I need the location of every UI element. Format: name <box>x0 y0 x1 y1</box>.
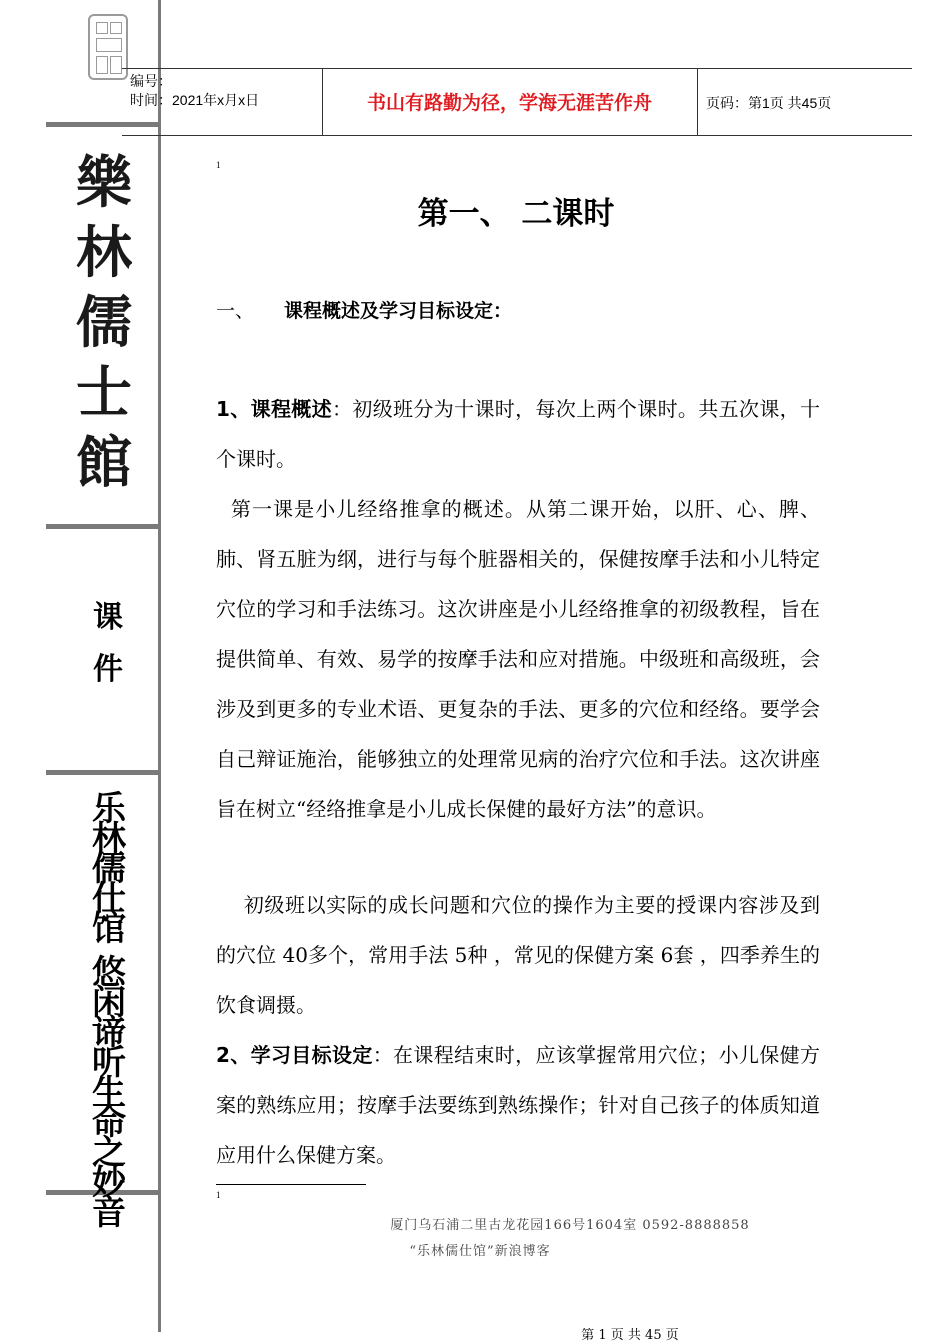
footnote-mark: 1 <box>216 1190 221 1200</box>
sidebar-rule <box>46 122 160 127</box>
brand-calligraphy: 樂 林 儒 士 館 <box>76 150 132 496</box>
header-time: 时间：2021年x月x日 <box>130 92 260 108</box>
header-page: 页码：第1页 共45页 <box>706 95 832 111</box>
slogan-char: 命 <box>92 1103 126 1143</box>
slogan-char: 仕 <box>92 879 126 919</box>
footnote-rule <box>216 1184 366 1185</box>
footnote-ref: 1 <box>216 160 221 170</box>
content-text: 初级班以实际的成长问题和穴位的操作为主要的授课内容涉及到的穴位 40多个，常用手法 5种 ，常见的保健方案 6套 ，四季养生的饮食调摄。 <box>216 893 820 1017</box>
paragraph-lesson-intro <box>216 484 820 834</box>
paragraph-overview <box>216 384 820 484</box>
slogan-char: 谛 <box>92 1013 126 1053</box>
section-title: 课程概述及学习目标设定： <box>284 300 513 322</box>
overview-text: ：初级班分为十课时，每次上两个课时。共五次课，十个课时。 <box>216 397 821 471</box>
sidebar-rule <box>46 524 160 529</box>
slogan-char: 闲 <box>92 983 126 1023</box>
header-number: 编号： <box>130 73 172 89</box>
overview-label: 1、课程概述 <box>216 397 333 421</box>
paragraph-goals <box>216 1030 820 1180</box>
header-cell-divider <box>697 68 698 136</box>
section-heading <box>216 296 512 323</box>
slogan-char: 馆 <box>92 909 126 949</box>
footer-address: 厦门乌石浦二里古龙花园166号1604室 0592-8888858 <box>390 1218 750 1233</box>
slogan-part2 <box>86 953 132 1233</box>
slogan-part1 <box>86 789 132 949</box>
sidebar-slogan <box>86 789 132 1233</box>
slogan-char: 音 <box>92 1193 126 1233</box>
sidebar-label: 课 件 <box>93 600 123 687</box>
slogan-char: 生 <box>92 1073 126 1113</box>
footer-blog: “乐林儒仕馆”新浪博客 <box>409 1244 551 1259</box>
paragraph-content <box>216 880 820 1030</box>
header-rule-top <box>122 68 912 69</box>
sidebar-rule <box>46 770 160 775</box>
slogan-char: 妙 <box>92 1163 126 1203</box>
lesson-intro-text: 第一课是小儿经络推拿的概述。从第二课开始，以肝、心、脾、肺、肾五脏为纲，进行与每个脏器相关的，保健按摩手法和小儿特定穴位的学习和手法练习。这次讲座是小儿经络推拿的初级教程，旨在提供简单、有效、易学的按摩手法和应对措施。中级班和高级班，会涉及到更多的专业术语、更复杂的手法、更多的穴位和经络。要学会自己辩证施治，能够独立的处理常见病的治疗穴位和手法。这次讲座旨在树立“经络推拿是小儿成长保健的最好方法”的意识。 <box>216 497 820 821</box>
header-motto: 书山有路勤为径，学海无涯苦作舟 <box>366 92 652 114</box>
slogan-char: 林 <box>92 819 126 859</box>
slogan-char: 乐 <box>92 789 126 829</box>
sidebar-divider <box>158 0 161 1332</box>
slogan-char: 听 <box>92 1043 126 1083</box>
section-number: 一、 <box>216 300 255 322</box>
goals-text: ：在课程结束时，应该掌握常用穴位；小儿保健方案的熟练应用；按摩手法要练到熟练操作；针对自己孩子的体质知道应用什么保健方案。 <box>216 1043 821 1167</box>
slogan-char: 儒 <box>92 849 126 889</box>
slogan-char: 之 <box>92 1133 126 1173</box>
slogan-char: 悠 <box>92 953 126 993</box>
footer-page-number: 第 1 页 共 45 页 <box>581 1328 679 1343</box>
seal-logo-icon <box>88 14 128 80</box>
header-rule-bottom <box>122 135 912 136</box>
goals-label: 2、学习目标设定 <box>216 1043 373 1067</box>
page-title: 第一、 二课时 <box>417 196 615 232</box>
